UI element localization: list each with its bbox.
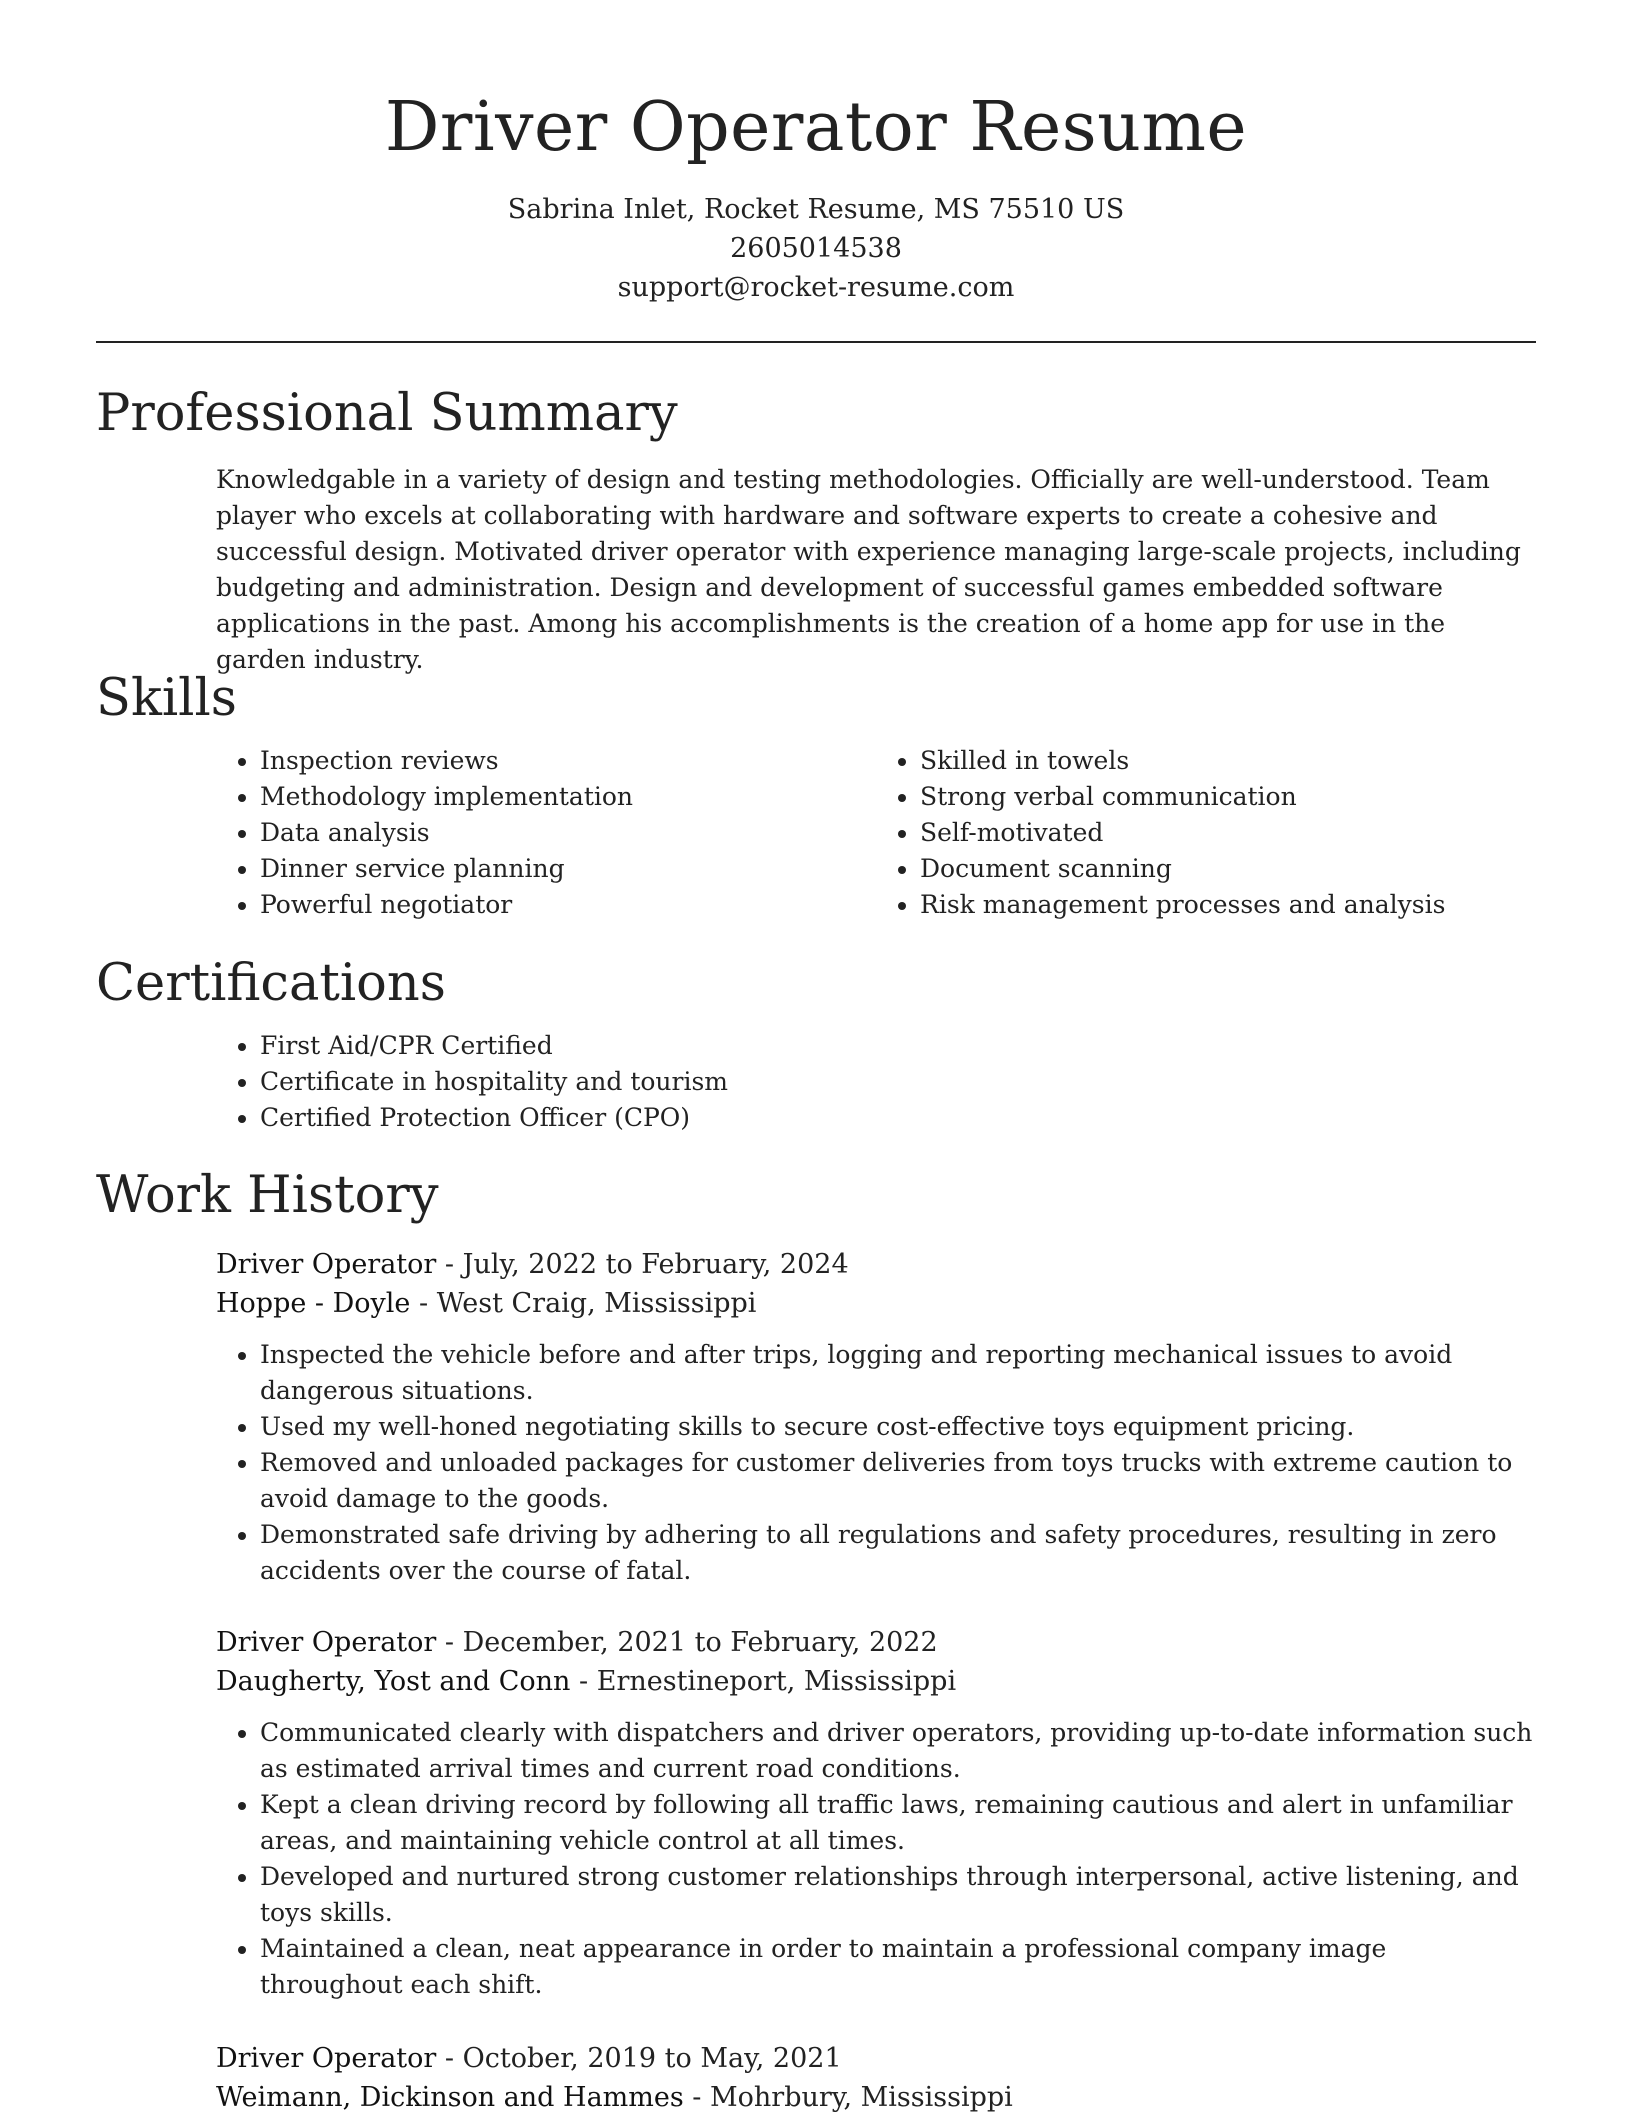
job-location: - Mohrbury, Mississippi	[683, 2082, 1013, 2113]
certifications-section	[96, 954, 1536, 1136]
work-history-heading: Work History	[96, 1166, 439, 1225]
certifications-heading: Certifications	[96, 954, 446, 1013]
skill-item: • Dinner service planning	[260, 851, 876, 887]
skills-list-left	[216, 743, 876, 923]
job-company: Daugherty, Yost and Conn	[216, 1666, 571, 1697]
skill-item: • Data analysis	[260, 815, 876, 851]
job-title: Driver Operator	[216, 1627, 437, 1658]
skills-section	[96, 669, 1536, 923]
job-bullet: • Removed and unloaded packages for customer deliveries from toys trucks with extreme caution to avoid damage to the goods.	[260, 1445, 1536, 1517]
job-dates: - July, 2022 to February, 2024	[436, 1249, 849, 1280]
job-title-line	[216, 2039, 1536, 2078]
resume-title: Driver Operator Resume	[384, 88, 1248, 167]
certifications-list	[216, 1028, 1536, 1136]
header-divider	[96, 341, 1536, 343]
certification-item: • Certified Protection Officer (CPO)	[260, 1100, 1536, 1136]
summary-heading: Professional Summary	[96, 384, 678, 443]
skill-item: • Powerful negotiator	[260, 887, 876, 923]
skill-item: • Document scanning	[920, 851, 1536, 887]
job-dates: - December, 2021 to February, 2022	[436, 1627, 938, 1658]
job-company-line	[216, 1284, 1536, 1323]
job-company-line	[216, 2078, 1536, 2117]
job-title-line	[216, 1245, 1536, 1284]
contact-phone: 2605014538	[730, 233, 902, 264]
job-dates: - October, 2019 to May, 2021	[436, 2043, 842, 2074]
skill-item: • Skilled in towels	[920, 743, 1536, 779]
job-bullet: • Maintained a clean, neat appearance in order to maintain a professional company image throughout each shift.	[260, 1931, 1536, 2003]
summary-section	[96, 384, 1536, 678]
skill-item: • Strong verbal communication	[920, 779, 1536, 815]
skill-item: • Inspection reviews	[260, 743, 876, 779]
skills-grid	[216, 743, 1536, 923]
job-company: Hoppe - Doyle	[216, 1288, 411, 1319]
skills-heading: Skills	[96, 669, 237, 728]
job-company: Weimann, Dickinson and Hammes	[216, 2082, 684, 2113]
job-location: - West Craig, Mississippi	[410, 1288, 757, 1319]
resume-header	[0, 0, 1632, 307]
skills-list-right	[876, 743, 1536, 923]
job-entry	[96, 1623, 1536, 2003]
job-location: - Ernestineport, Mississippi	[570, 1666, 957, 1697]
skill-item: • Risk management processes and analysis	[920, 887, 1536, 923]
job-bullet: • Kept a clean driving record by following all traffic laws, remaining cautious and alert in unfamiliar areas, and maintaining vehicle control at all times.	[260, 1787, 1536, 1859]
job-company-line	[216, 1662, 1536, 1701]
certification-item: • Certificate in hospitality and tourism	[260, 1064, 1536, 1100]
job-bullet: • Communicated clearly with dispatchers and driver operators, providing up-to-date information such as estimated arrival times and current road conditions.	[260, 1715, 1536, 1787]
job-bullet: • Demonstrated safe driving by adhering to all regulations and safety procedures, resulting in zero accidents over the course of fatal.	[260, 1517, 1536, 1589]
contact-email: support@rocket-resume.com	[617, 272, 1015, 303]
job-bullets	[216, 1337, 1536, 1589]
job-entry	[96, 2039, 1536, 2117]
job-bullet: • Developed and nurtured strong customer relationships through interpersonal, active listening, and toys skills.	[260, 1859, 1536, 1931]
job-title-line	[216, 1623, 1536, 1662]
job-entry	[96, 1245, 1536, 1589]
job-bullet: • Inspected the vehicle before and after trips, logging and reporting mechanical issues to avoid dangerous situations.	[260, 1337, 1536, 1409]
contact-address: Sabrina Inlet, Rocket Resume, MS 75510 US	[507, 194, 1125, 225]
skill-item: • Self-motivated	[920, 815, 1536, 851]
job-bullets	[216, 1715, 1536, 2003]
job-title: Driver Operator	[216, 1249, 437, 1280]
contact-block	[0, 190, 1632, 307]
job-bullet: • Used my well-honed negotiating skills to secure cost-effective toys equipment pricing.	[260, 1409, 1536, 1445]
work-history-section	[96, 1166, 1536, 1226]
job-title: Driver Operator	[216, 2043, 437, 2074]
certification-item: • First Aid/CPR Certified	[260, 1028, 1536, 1064]
summary-text: Knowledgable in a variety of design and testing methodologies. Officially are well-understood. Team player who excels at collaborating with hardware and software experts to create a cohesive and successful design. Motivated driver operator with experience managing large-scale projects, including budgeting and administration. Design and development of successful games embedded software applications in the past. Among his accomplishments is the creation of a home app for use in the garden industry.	[216, 465, 1521, 674]
skill-item: • Methodology implementation	[260, 779, 876, 815]
